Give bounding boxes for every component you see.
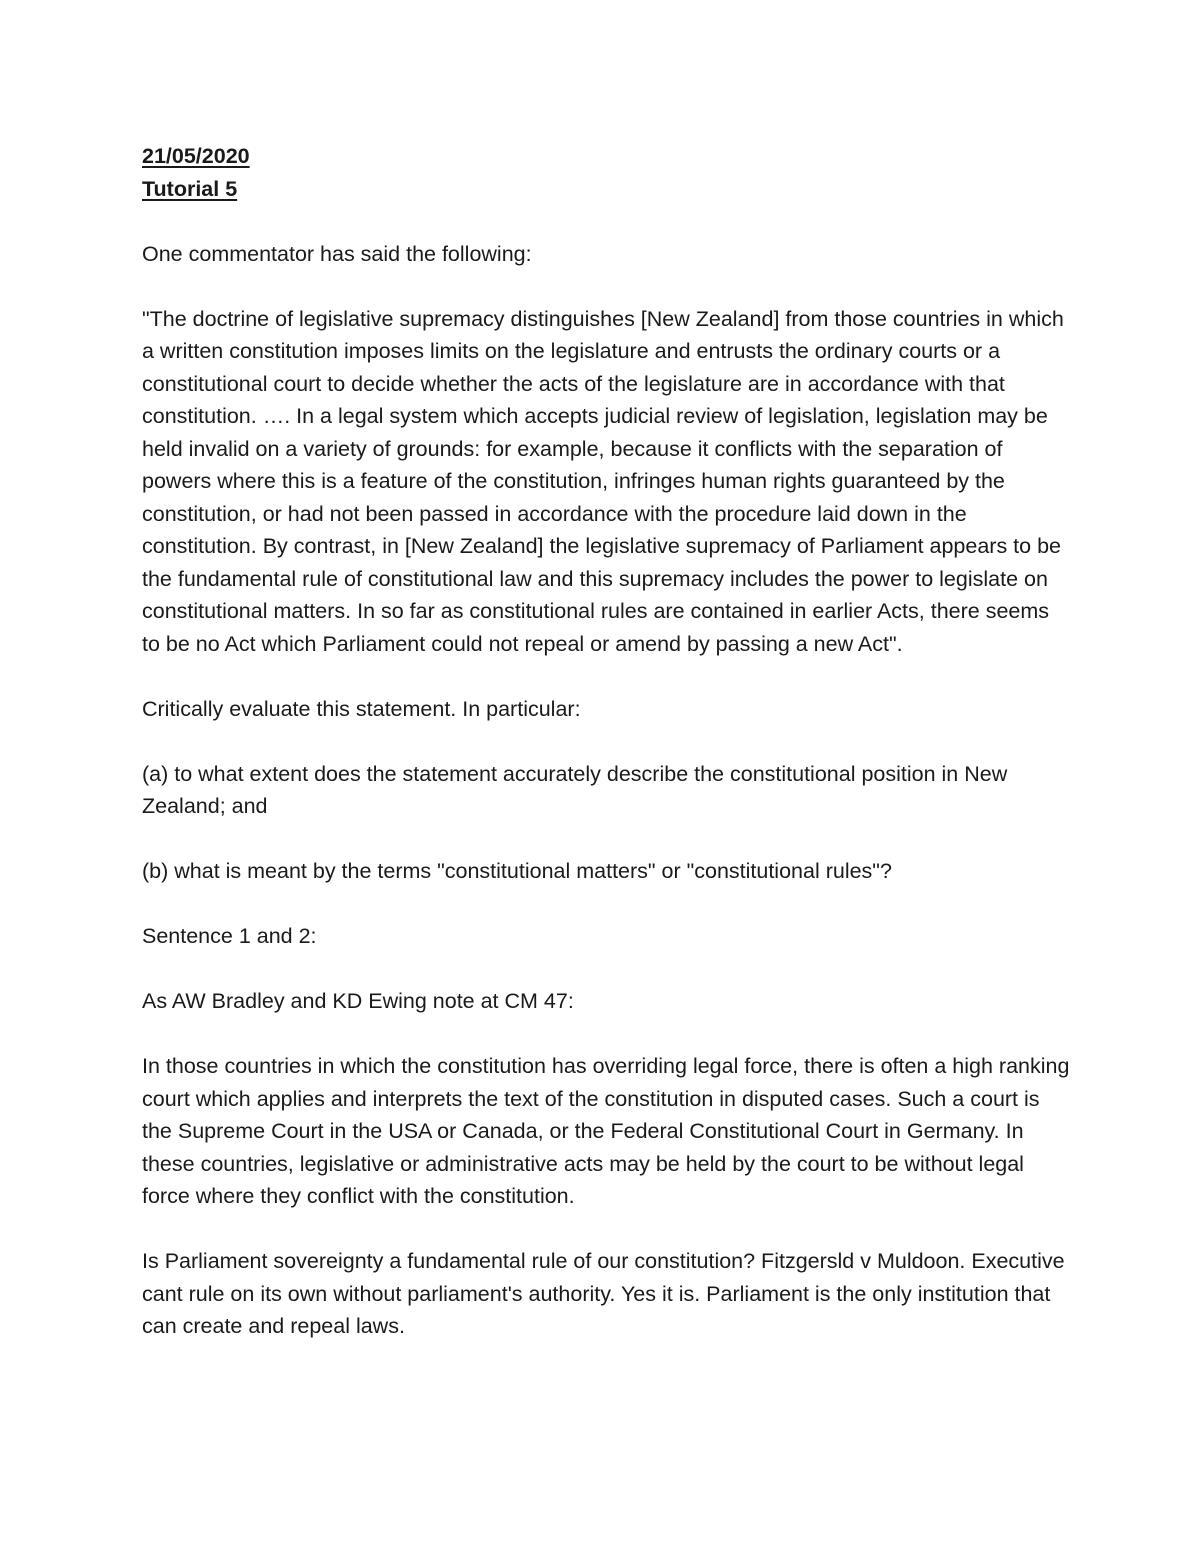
quoted-statement-paragraph: "The doctrine of legislative supremacy distinguishes [New Zealand] from those countries in which a written constitution imposes limits on the legislature and entrusts the ordinary courts or a constitutional court to decide whether the acts of the legislature are in accordance with that constitution. …. In a legal system which accepts judicial review of legislation, legislation may be held invalid on a variety of grounds: for example, because it conflicts with the separation of powers where this is a feature of the constitution, infringes human rights guaranteed by the constitution, or had not been passed in accordance with the procedure laid down in the constitution. By contrast, in [New Zealand] the legislative supremacy of Parliament appears to be the fundamental rule of constitutional law and this supremacy includes the power to legislate on constitutional matters. In so far as constitutional rules are contained in earlier Acts, there seems to be no Act which Parliament could not repeal or amend by passing a new Act".: [142, 306, 1064, 656]
citation-intro-paragraph: As AW Bradley and KD Ewing note at CM 47:: [142, 989, 574, 1013]
task-paragraph: Critically evaluate this statement. In particular:: [142, 696, 581, 721]
intro-paragraph: One commentator has said the following:: [142, 241, 532, 266]
document-page: [142, 140, 1072, 1375]
sentence-heading-paragraph: Sentence 1 and 2:: [142, 924, 317, 948]
question-b-paragraph: (b) what is meant by the terms "constitutional matters" or "constitutional rules"?: [142, 859, 892, 883]
document-header: [142, 140, 1072, 205]
citation-quote-paragraph: In those countries in which the constitution has overriding legal force, there is often a high ranking court which applies and interprets the text of the constitution in disputed cases. Such a court is the Supreme Court in the USA or Canada, or the Federal Constitutional Court in Germany. In these countries, legislative or administrative acts may be held by the court to be without legal force where they conflict with the constitution.: [142, 1054, 1070, 1208]
question-a-paragraph: (a) to what extent does the statement accurately describe the constitutional position in New Zealand; and: [142, 761, 1008, 818]
notes-paragraph: Is Parliament sovereignty a fundamental rule of our constitution? Fitzgersld v Muldoon. Executive cant rule on its own without parliament's authority. Yes it is. Parliament is the only institution that can create and repeal laws.: [142, 1249, 1065, 1338]
document-title: Tutorial 5: [142, 176, 238, 201]
document-date: 21/05/2020: [142, 144, 250, 168]
